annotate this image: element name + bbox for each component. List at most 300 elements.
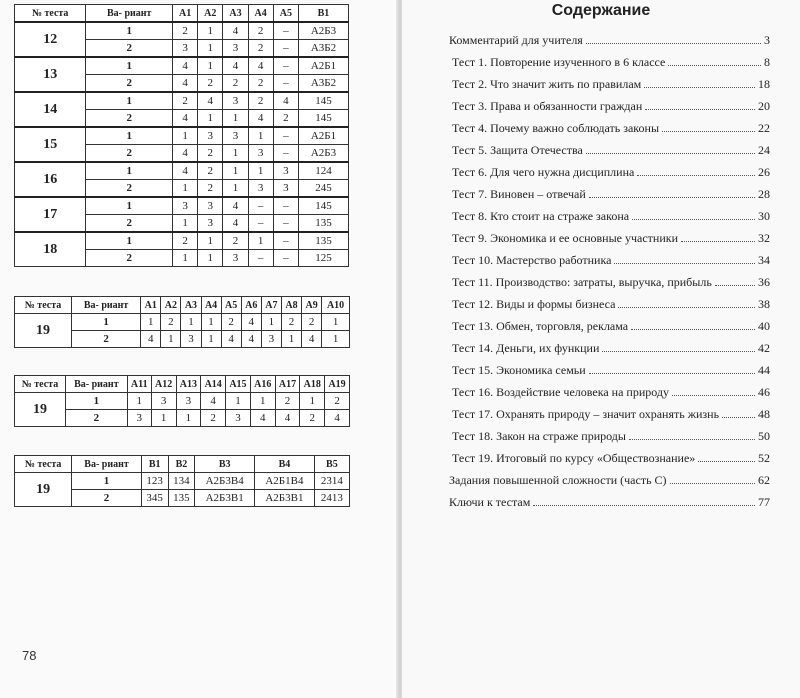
answer-cell: 2 — [302, 314, 322, 331]
answer-cell: – — [248, 250, 273, 267]
variant-cell: 1 — [86, 162, 173, 180]
variant-cell: 2 — [72, 490, 142, 507]
test-number: 17 — [15, 197, 86, 232]
toc-dot-leader — [645, 108, 755, 110]
toc-entry-page: 36 — [758, 275, 770, 289]
toc-entry-label: Тест 11. Производство: затраты, выручка, прибыль — [452, 275, 712, 289]
test-number: 18 — [15, 232, 86, 267]
toc-entry — [452, 157, 770, 179]
answer-cell: 1 — [181, 314, 201, 331]
column-header: А2 — [198, 5, 223, 23]
column-header: А3 — [223, 5, 248, 23]
answer-cell: 1 — [198, 232, 223, 250]
answer-cell: – — [273, 215, 298, 233]
answer-cell: 1 — [173, 180, 198, 198]
answer-cell: 4 — [325, 410, 350, 427]
toc-entry-page: 24 — [758, 143, 770, 157]
answer-cell: 2 — [248, 92, 273, 110]
answer-cell: 2 — [173, 232, 198, 250]
answer-cell: 3 — [198, 197, 223, 215]
toc-dot-leader — [715, 284, 755, 286]
column-header: А9 — [302, 297, 322, 314]
page-number: 78 — [22, 648, 37, 663]
table-row — [15, 410, 350, 427]
header-row — [15, 297, 350, 314]
answer-cell: 1 — [248, 232, 273, 250]
toc-entry-label: Тест 7. Виновен – отвечай — [452, 187, 586, 201]
variant-cell: 2 — [86, 180, 173, 198]
answer-cell: 3 — [248, 180, 273, 198]
toc-entry-label: Тест 12. Виды и формы бизнеса — [452, 297, 616, 311]
answer-cell: 2 — [198, 75, 223, 93]
toc-entry — [452, 47, 770, 69]
toc-entry — [452, 113, 770, 135]
toc-entry — [452, 91, 770, 113]
answer-cell: 2 — [300, 410, 325, 427]
toc-entry-page: 46 — [758, 385, 770, 399]
variant-cell: 1 — [86, 22, 173, 40]
answer-cell: 3 — [198, 215, 223, 233]
toc-entry-label: Тест 4. Почему важно соблюдать законы — [452, 121, 660, 135]
column-header: № теста — [15, 297, 72, 314]
answer-cell: 1 — [261, 314, 281, 331]
answer-cell: 1 — [201, 331, 221, 348]
toc-entry — [452, 245, 770, 267]
answer-cell: 125 — [298, 250, 348, 267]
answer-cell: – — [273, 250, 298, 267]
variant-cell: 1 — [65, 393, 127, 410]
answer-cell: 2 — [198, 180, 223, 198]
column-header: А1 — [141, 297, 161, 314]
variant-cell: 2 — [86, 145, 173, 163]
toc-entry-label: Тест 17. Охранять природу – значит охранять жизнь — [452, 407, 720, 421]
answers-table-12-18 — [14, 4, 349, 267]
test-number: 14 — [15, 92, 86, 127]
toc-entry — [452, 443, 770, 465]
column-header: А2 — [161, 297, 181, 314]
table-row — [15, 57, 349, 75]
variant-cell: 2 — [86, 250, 173, 267]
column-header: № теста — [15, 456, 72, 473]
answer-cell: 2 — [325, 393, 350, 410]
toc-dot-leader — [586, 152, 755, 154]
test-number: 16 — [15, 162, 86, 197]
answer-cell: 135 — [298, 232, 348, 250]
toc-entry — [452, 377, 770, 399]
answer-cell: – — [273, 22, 298, 40]
answer-cell: 2413 — [314, 490, 349, 507]
answer-cell: 4 — [223, 197, 248, 215]
answer-cell: 1 — [281, 331, 301, 348]
answer-cell: 2 — [248, 22, 273, 40]
toc-entry — [452, 69, 770, 91]
variant-cell: 1 — [72, 473, 142, 490]
column-header: А3 — [181, 297, 201, 314]
answer-cell: 4 — [302, 331, 322, 348]
answer-cell: А2Б3В1 — [195, 490, 255, 507]
toc-entry-page: 30 — [758, 209, 770, 223]
toc-entry-page: 44 — [758, 363, 770, 377]
toc-dot-leader — [632, 218, 755, 220]
answer-cell: – — [273, 232, 298, 250]
toc-entry-label: Тест 19. Итоговый по курсу «Обществознание» — [452, 451, 696, 465]
toc-dot-leader — [637, 174, 755, 176]
answer-cell: 3 — [223, 92, 248, 110]
answer-cell: 3 — [173, 40, 198, 58]
answer-cell: 4 — [221, 331, 241, 348]
variant-cell: 1 — [86, 92, 173, 110]
variant-cell: 2 — [86, 110, 173, 128]
answer-cell: 3 — [226, 410, 251, 427]
column-header: Ва- риант — [65, 376, 127, 393]
toc-entry — [452, 333, 770, 355]
toc-dot-leader — [670, 482, 755, 484]
header-row — [15, 5, 349, 23]
answer-cell: 4 — [223, 215, 248, 233]
toc-dot-leader — [672, 394, 755, 396]
toc-entry-page: 26 — [758, 165, 770, 179]
toc-entry-page: 8 — [764, 55, 770, 69]
table-row — [15, 314, 350, 331]
column-header: А19 — [325, 376, 350, 393]
toc-entry-label: Тест 14. Деньги, их функции — [452, 341, 600, 355]
answer-cell: А2Б3 — [298, 22, 348, 40]
toc-dot-leader — [589, 372, 755, 374]
test-number: 15 — [15, 127, 86, 162]
answer-cell: – — [273, 127, 298, 145]
answer-cell: – — [273, 57, 298, 75]
toc-entry — [449, 25, 770, 47]
toc-dot-leader — [631, 328, 755, 330]
column-header: В2 — [168, 456, 195, 473]
table-of-contents — [449, 25, 770, 509]
toc-entry-page: 3 — [764, 33, 770, 47]
toc-entry-page: 32 — [758, 231, 770, 245]
toc-dot-leader — [602, 350, 755, 352]
column-header: А10 — [322, 297, 350, 314]
answer-cell: 3 — [248, 145, 273, 163]
answer-cell: 4 — [273, 92, 298, 110]
toc-entry — [452, 201, 770, 223]
column-header: № теста — [15, 5, 86, 23]
answer-cell: 4 — [173, 75, 198, 93]
answer-cell: А2Б1В4 — [255, 473, 315, 490]
column-header: Ва- риант — [72, 297, 141, 314]
answer-cell: – — [248, 215, 273, 233]
answer-cell: 135 — [168, 490, 195, 507]
toc-entry-page: 20 — [758, 99, 770, 113]
toc-entry-page: 50 — [758, 429, 770, 443]
column-header: № теста — [15, 376, 66, 393]
answer-cell: 4 — [173, 57, 198, 75]
left-page — [0, 0, 398, 698]
header-row — [15, 376, 350, 393]
toc-dot-leader — [644, 86, 755, 88]
toc-dot-leader — [618, 306, 755, 308]
answer-cell: 1 — [161, 331, 181, 348]
toc-entry-page: 38 — [758, 297, 770, 311]
answer-cell: 1 — [322, 314, 350, 331]
toc-entry-label: Тест 13. Обмен, торговля, реклама — [452, 319, 629, 333]
table-row — [15, 473, 350, 490]
toc-dot-leader — [698, 460, 755, 462]
answer-cell: А2Б3В4 — [195, 473, 255, 490]
column-header: А12 — [151, 376, 176, 393]
toc-dot-leader — [681, 240, 755, 242]
answer-cell: – — [273, 40, 298, 58]
answer-cell: А2Б3В1 — [255, 490, 315, 507]
answer-cell: 3 — [223, 250, 248, 267]
toc-entry-label: Тест 15. Экономика семьи — [452, 363, 586, 377]
variant-cell: 2 — [86, 215, 173, 233]
column-header: А8 — [281, 297, 301, 314]
toc-entry — [452, 223, 770, 245]
answer-cell: 2 — [275, 393, 300, 410]
column-header: В1 — [298, 5, 348, 23]
answer-cell: 4 — [248, 57, 273, 75]
column-header: А5 — [273, 5, 298, 23]
toc-entry — [452, 135, 770, 157]
answer-cell: 1 — [198, 40, 223, 58]
toc-entry-label: Тест 10. Мастерство работника — [452, 253, 612, 267]
answer-cell: 3 — [181, 331, 201, 348]
variant-cell: 1 — [86, 197, 173, 215]
test-number: 19 — [15, 314, 72, 348]
answer-cell: 1 — [223, 145, 248, 163]
toc-entry-page: 62 — [758, 473, 770, 487]
answer-cell: 1 — [127, 393, 151, 410]
header-row — [15, 456, 350, 473]
answer-cell: 1 — [223, 162, 248, 180]
test-number: 13 — [15, 57, 86, 92]
answer-cell: 1 — [173, 127, 198, 145]
answer-cell: 145 — [298, 197, 348, 215]
column-header: В3 — [195, 456, 255, 473]
variant-cell: 2 — [72, 331, 141, 348]
toc-entry-page: 77 — [758, 495, 770, 509]
answer-cell: 1 — [300, 393, 325, 410]
answer-cell: 1 — [198, 250, 223, 267]
answer-cell: 2 — [248, 40, 273, 58]
toc-entry — [452, 399, 770, 421]
answer-cell: 3 — [261, 331, 281, 348]
answer-cell: 4 — [173, 110, 198, 128]
answer-cell: 3 — [273, 162, 298, 180]
answer-cell: 1 — [198, 22, 223, 40]
answer-cell: 3 — [198, 127, 223, 145]
answer-cell: 3 — [273, 180, 298, 198]
answer-cell: 4 — [223, 57, 248, 75]
toc-entry-page: 42 — [758, 341, 770, 355]
answer-cell: 4 — [241, 331, 261, 348]
variant-cell: 1 — [86, 232, 173, 250]
answer-cell: – — [273, 75, 298, 93]
test-number: 12 — [15, 22, 86, 57]
toc-entry — [449, 487, 770, 509]
toc-dot-leader — [589, 196, 755, 198]
answer-cell: 1 — [226, 393, 251, 410]
column-header: А1 — [173, 5, 198, 23]
column-header: Ва- риант — [86, 5, 173, 23]
answer-cell: 245 — [298, 180, 348, 198]
answer-cell: 2 — [273, 110, 298, 128]
answer-cell: 4 — [173, 162, 198, 180]
answer-cell: 3 — [173, 197, 198, 215]
answer-cell: 2 — [198, 162, 223, 180]
answer-cell: 2 — [198, 145, 223, 163]
toc-entry-label: Задания повышенной сложности (часть С) — [449, 473, 667, 487]
answers-table-19-a1-a10 — [14, 296, 350, 348]
answer-cell: 2 — [281, 314, 301, 331]
toc-entry-label: Ключи к тестам — [449, 495, 531, 509]
answer-cell: 145 — [298, 92, 348, 110]
table-row — [15, 127, 349, 145]
answer-cell: 1 — [198, 110, 223, 128]
answer-cell: 1 — [322, 331, 350, 348]
contents-title: Содержание — [551, 2, 651, 19]
table-row — [15, 393, 350, 410]
answer-cell: 3 — [223, 127, 248, 145]
toc-entry-page: 34 — [758, 253, 770, 267]
answer-cell: 1 — [176, 410, 201, 427]
variant-cell: 1 — [86, 57, 173, 75]
column-header: А4 — [248, 5, 273, 23]
toc-entry-page: 40 — [758, 319, 770, 333]
column-header: В5 — [314, 456, 349, 473]
answer-cell: 1 — [151, 410, 176, 427]
answer-cell: 134 — [168, 473, 195, 490]
table-row — [15, 92, 349, 110]
column-header: В4 — [255, 456, 315, 473]
column-header: А6 — [241, 297, 261, 314]
answer-cell: – — [273, 145, 298, 163]
toc-entry-label: Тест 8. Кто стоит на страже закона — [452, 209, 630, 223]
answer-cell: А3Б2 — [298, 40, 348, 58]
column-header: А11 — [127, 376, 151, 393]
toc-entry-label: Тест 2. Что значит жить по правилам — [452, 77, 642, 91]
answer-cell: 1 — [248, 162, 273, 180]
answer-cell: 4 — [275, 410, 300, 427]
answer-cell: 2 — [173, 22, 198, 40]
answer-cell: 3 — [176, 393, 201, 410]
toc-entry-label: Тест 6. Для чего нужна дисциплина — [452, 165, 635, 179]
toc-entry — [452, 311, 770, 333]
toc-dot-leader — [586, 42, 761, 44]
answer-cell: 1 — [223, 110, 248, 128]
column-header: А5 — [221, 297, 241, 314]
answer-cell: 2 — [201, 410, 226, 427]
toc-entry — [452, 179, 770, 201]
toc-dot-leader — [668, 64, 761, 66]
answer-cell: – — [248, 197, 273, 215]
answer-cell: 2 — [173, 92, 198, 110]
answer-cell: 3 — [127, 410, 151, 427]
toc-dot-leader — [533, 504, 755, 506]
variant-cell: 2 — [65, 410, 127, 427]
answer-cell: 1 — [198, 57, 223, 75]
toc-entry-page: 22 — [758, 121, 770, 135]
answer-cell: 124 — [298, 162, 348, 180]
column-header: А15 — [226, 376, 251, 393]
toc-dot-leader — [662, 130, 755, 132]
answer-cell: 1 — [250, 393, 275, 410]
table-row — [15, 162, 349, 180]
variant-cell: 2 — [86, 75, 173, 93]
answer-cell: 1 — [141, 314, 161, 331]
table-row — [15, 22, 349, 40]
toc-entry-label: Тест 5. Защита Отечества — [452, 143, 583, 157]
answer-cell: 1 — [173, 215, 198, 233]
toc-entry-label: Тест 16. Воздействие человека на природу — [452, 385, 670, 399]
answer-cell: 1 — [248, 127, 273, 145]
variant-cell: 1 — [86, 127, 173, 145]
toc-entry-label: Комментарий для учителя — [449, 33, 583, 47]
column-header: А13 — [176, 376, 201, 393]
column-header: А7 — [261, 297, 281, 314]
test-number: 19 — [15, 393, 66, 427]
toc-dot-leader — [722, 416, 755, 418]
answer-cell: 145 — [298, 110, 348, 128]
answer-cell: 345 — [141, 490, 168, 507]
answer-cell: 1 — [173, 250, 198, 267]
toc-entry — [452, 267, 770, 289]
column-header: А16 — [250, 376, 275, 393]
answer-cell: – — [273, 197, 298, 215]
toc-entry-page: 48 — [758, 407, 770, 421]
answer-cell: 2 — [161, 314, 181, 331]
answer-cell: 2 — [221, 314, 241, 331]
answer-cell: 4 — [201, 393, 226, 410]
answer-cell: 2314 — [314, 473, 349, 490]
toc-entry-label: Тест 3. Права и обязанности граждан — [452, 99, 643, 113]
answer-cell: 123 — [141, 473, 168, 490]
answer-cell: 4 — [250, 410, 275, 427]
column-header: А18 — [300, 376, 325, 393]
answer-cell: 2 — [223, 75, 248, 93]
test-number: 19 — [15, 473, 72, 507]
answers-table-19-a11-a19 — [14, 375, 350, 427]
column-header: А14 — [201, 376, 226, 393]
answer-cell: А2Б1 — [298, 127, 348, 145]
variant-cell: 1 — [72, 314, 141, 331]
column-header: В1 — [141, 456, 168, 473]
answer-cell: 4 — [173, 145, 198, 163]
answer-cell: 2 — [223, 232, 248, 250]
answer-cell: А2Б3 — [298, 145, 348, 163]
variant-cell: 2 — [86, 40, 173, 58]
answer-cell: 4 — [141, 331, 161, 348]
toc-entry — [452, 289, 770, 311]
toc-entry-page: 28 — [758, 187, 770, 201]
answer-cell: 3 — [151, 393, 176, 410]
answer-cell: 1 — [201, 314, 221, 331]
toc-entry — [452, 421, 770, 443]
column-header: А4 — [201, 297, 221, 314]
table-row — [15, 197, 349, 215]
toc-entry-label: Тест 9. Экономика и ее основные участники — [452, 231, 679, 245]
toc-entry — [449, 465, 770, 487]
table-row — [15, 232, 349, 250]
toc-entry-page: 18 — [758, 77, 770, 91]
answer-cell: А3Б2 — [298, 75, 348, 93]
toc-entry-page: 52 — [758, 451, 770, 465]
toc-entry-label: Тест 1. Повторение изученного в 6 классе — [452, 55, 666, 69]
toc-entry — [452, 355, 770, 377]
column-header: А17 — [275, 376, 300, 393]
answer-cell: 1 — [223, 180, 248, 198]
answer-cell: 4 — [223, 22, 248, 40]
answers-table-19-b1-b5 — [14, 455, 350, 507]
